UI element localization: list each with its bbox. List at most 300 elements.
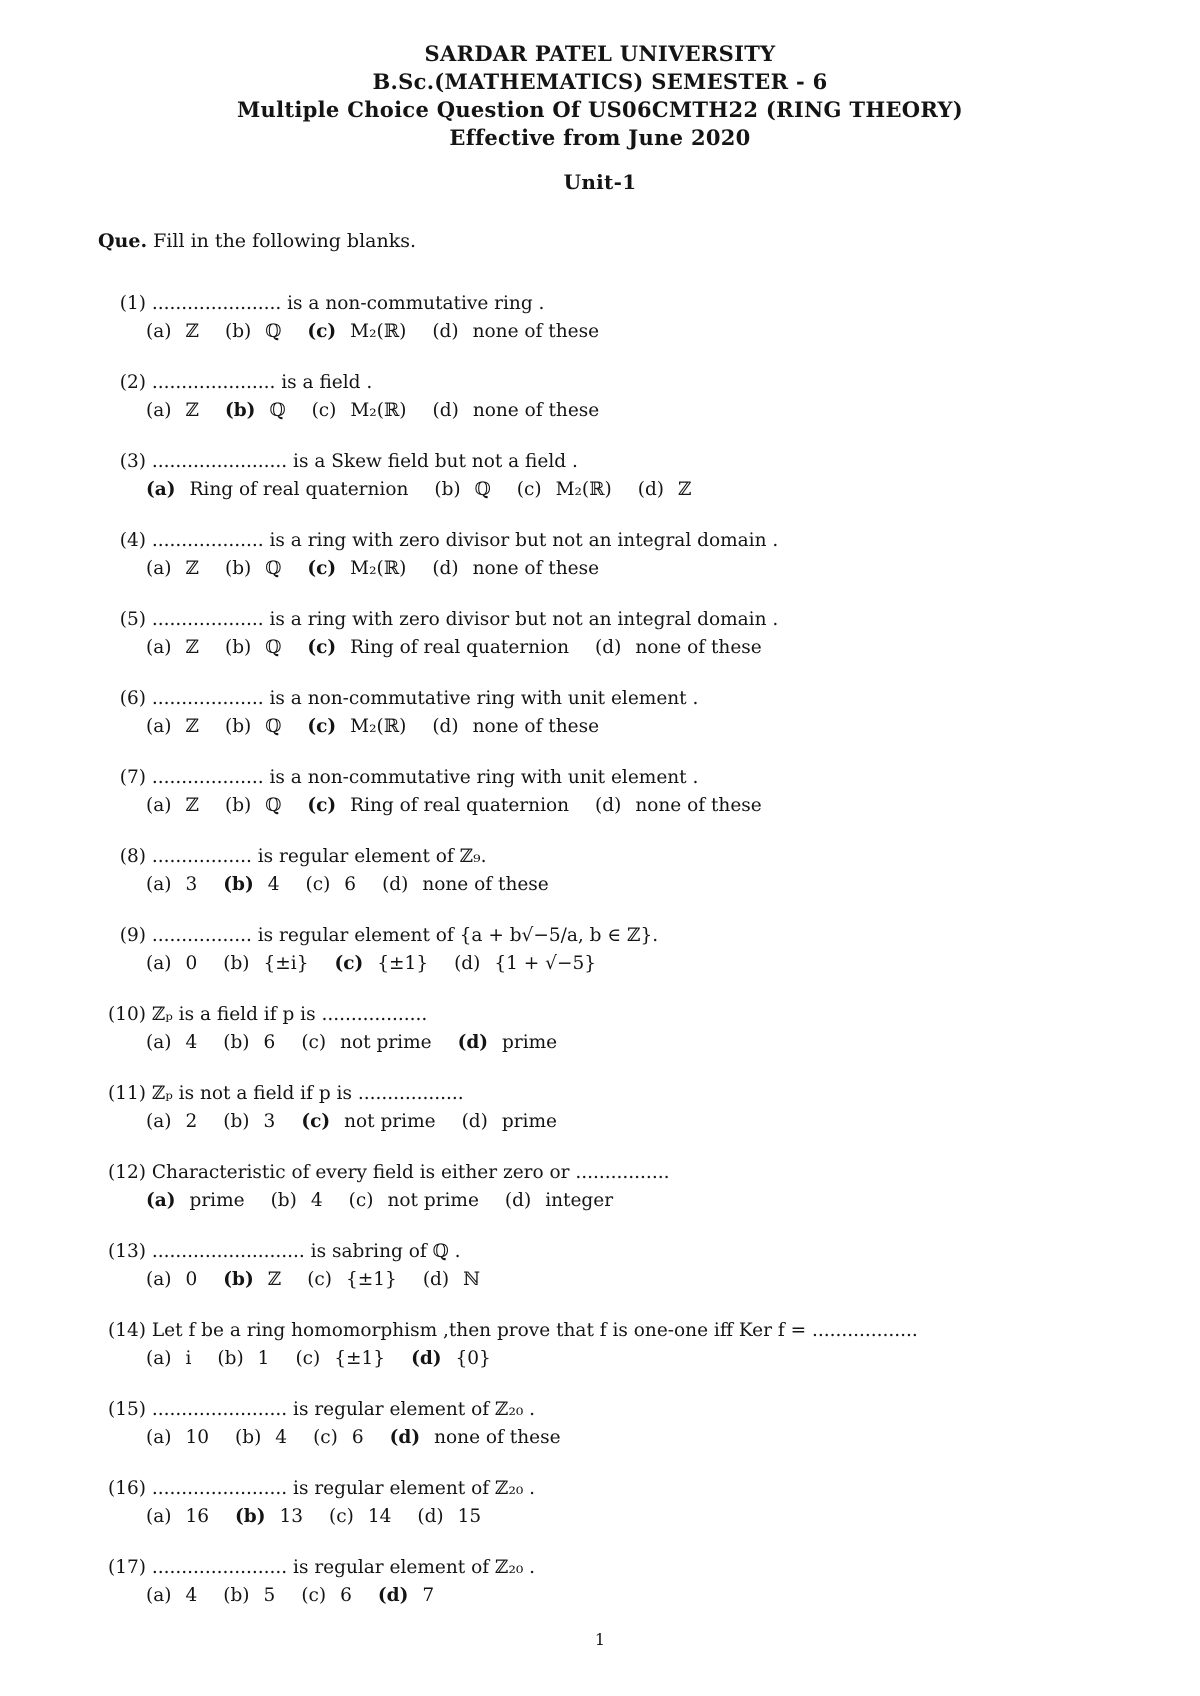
question-number: (13): [108, 1241, 146, 1262]
option-value: M₂(ℝ): [350, 558, 407, 579]
option-value: 1: [257, 1348, 270, 1369]
option-value: M₂(ℝ): [350, 400, 407, 421]
option-value: 3: [263, 1111, 276, 1132]
option-value: none of these: [635, 795, 762, 816]
question-line: [98, 1554, 1138, 1582]
option-value: 6: [351, 1427, 364, 1448]
option: [335, 950, 429, 978]
option: [225, 634, 281, 662]
option-label: (d): [389, 1427, 421, 1448]
option-value: none of these: [472, 321, 600, 342]
option-label: (b): [224, 321, 252, 342]
option-label: (c): [295, 1348, 321, 1369]
question-stem: Characteristic of every field is either zero or ................: [151, 1162, 670, 1183]
option-label: (b): [223, 1269, 254, 1290]
question-number: (12): [108, 1162, 146, 1183]
option-value: i: [185, 1348, 192, 1369]
option: [301, 1582, 352, 1610]
option-label: (c): [301, 1111, 331, 1132]
instruction: [98, 230, 416, 252]
option-value: ℕ: [463, 1269, 481, 1290]
option: [301, 1029, 431, 1057]
question-stem: ................. is regular element of ℤ₉.: [151, 846, 487, 867]
option: [423, 1266, 480, 1294]
option: [217, 1345, 269, 1373]
option-label: (a): [146, 558, 172, 579]
question-item: [98, 1080, 1138, 1159]
question-item: [98, 290, 1138, 369]
option: [434, 476, 490, 504]
option: [146, 476, 408, 504]
question-item: [98, 1554, 1138, 1633]
option-label: (c): [301, 1585, 327, 1606]
option-value: {1 + √−5}: [494, 953, 597, 974]
option-label: (d): [432, 400, 459, 421]
question-line: [98, 1159, 1138, 1187]
options-row: [98, 318, 1138, 346]
option-label: (c): [307, 637, 337, 658]
option: [505, 1187, 613, 1215]
page-header: [0, 40, 1200, 196]
option: [146, 792, 199, 820]
option-label: (b): [434, 479, 461, 500]
question-item: [98, 1317, 1138, 1396]
option: [432, 713, 599, 741]
option-label: (c): [307, 558, 337, 579]
option-label: (d): [382, 874, 409, 895]
option: [146, 713, 199, 741]
question-item: [98, 1238, 1138, 1317]
option-value: none of these: [635, 637, 762, 658]
option-label: (a): [146, 874, 172, 895]
option: [223, 950, 308, 978]
question-item: [98, 1001, 1138, 1080]
option: [223, 871, 279, 899]
question-number: (11): [108, 1083, 146, 1104]
option: [146, 555, 199, 583]
option: [595, 634, 762, 662]
option-label: (c): [307, 321, 337, 342]
options-row: [98, 1582, 1138, 1610]
option-value: ℤ: [185, 400, 199, 421]
question-number: (10): [108, 1004, 146, 1025]
option-label: (d): [411, 1348, 442, 1369]
option-value: ℚ: [269, 400, 286, 421]
option: [146, 1582, 197, 1610]
option-value: 6: [340, 1585, 352, 1606]
option: [146, 1503, 209, 1531]
option: [225, 792, 281, 820]
question-stem: ................... is a non-commutative ring with unit element .: [151, 688, 699, 709]
question-item: [98, 922, 1138, 1001]
option-value: 7: [422, 1585, 435, 1606]
option-value: M₂(ℝ): [555, 479, 612, 500]
question-list: [98, 290, 1138, 1633]
options-row: [98, 1503, 1138, 1531]
option-label: (c): [305, 874, 331, 895]
option-value: none of these: [422, 874, 549, 895]
question-number: (16): [108, 1478, 146, 1499]
question-number: (4): [119, 530, 146, 551]
question-item: [98, 369, 1138, 448]
option: [146, 1108, 197, 1136]
option-value: ℤ: [185, 321, 199, 342]
option: [454, 950, 596, 978]
question-line: [98, 922, 1138, 950]
option-label: (b): [224, 795, 252, 816]
option-value: prime: [501, 1111, 557, 1132]
option-label: (c): [313, 1427, 338, 1448]
option-value: 13: [279, 1506, 304, 1527]
option-label: (b): [223, 1032, 250, 1053]
question-number: (9): [119, 925, 146, 946]
option: [146, 1266, 197, 1294]
option-value: 10: [185, 1427, 210, 1448]
option: [462, 1108, 557, 1136]
option: [295, 1345, 385, 1373]
question-line: [98, 1001, 1138, 1029]
option-value: 6: [344, 874, 357, 895]
option: [307, 1266, 397, 1294]
options-row: [98, 476, 1138, 504]
option-label: (d): [417, 1506, 444, 1527]
option: [307, 792, 569, 820]
option-label: (a): [146, 1190, 176, 1211]
option-label: (a): [146, 321, 172, 342]
option: [146, 871, 197, 899]
option: [225, 555, 281, 583]
option: [223, 1582, 275, 1610]
option: [225, 397, 286, 425]
option: [301, 1108, 435, 1136]
option-value: {±1}: [334, 1348, 386, 1369]
option-label: (b): [223, 1111, 250, 1132]
question-stem: ................. is regular element of {a + b√−5/a, b ∈ ℤ}.: [151, 925, 659, 946]
option-value: 4: [275, 1427, 288, 1448]
option: [146, 1424, 209, 1452]
option-label: (a): [146, 1348, 172, 1369]
option-label: (a): [146, 400, 172, 421]
option-label: (d): [461, 1111, 488, 1132]
option-value: ℤ: [185, 637, 199, 658]
option: [307, 555, 406, 583]
question-item: [98, 685, 1138, 764]
question-stem: .......................... is sabring of ℚ .: [151, 1241, 461, 1262]
question-number: (3): [119, 451, 146, 472]
options-row: [98, 555, 1138, 583]
option: [146, 1187, 245, 1215]
question-stem: ℤₚ is not a field if p is ..................: [151, 1083, 464, 1104]
paper-title: Multiple Choice Question Of US06CMTH22 (RING THEORY): [237, 97, 963, 122]
option-value: ℚ: [265, 637, 282, 658]
option-value: prime: [189, 1190, 245, 1211]
option-value: Ring of real quaternion: [350, 637, 570, 658]
option-value: 5: [263, 1585, 276, 1606]
option: [146, 1345, 191, 1373]
options-row: [98, 792, 1138, 820]
option-label: (a): [146, 1585, 172, 1606]
options-row: [98, 1029, 1138, 1057]
program-title: B.Sc.(MATHEMATICS) SEMESTER - 6: [372, 69, 828, 94]
option-label: (c): [311, 400, 337, 421]
option-label: (c): [348, 1190, 374, 1211]
option-value: {±1}: [377, 953, 429, 974]
option-label: (c): [329, 1506, 354, 1527]
option: [307, 634, 569, 662]
option-label: (d): [457, 1032, 489, 1053]
option-label: (b): [223, 1585, 250, 1606]
option-label: (a): [146, 1269, 172, 1290]
question-item: [98, 527, 1138, 606]
option-value: 4: [185, 1585, 198, 1606]
option-value: ℚ: [265, 716, 282, 737]
option-value: 4: [310, 1190, 323, 1211]
option-value: 14: [367, 1506, 392, 1527]
option-label: (b): [270, 1190, 297, 1211]
option-label: (a): [146, 1506, 172, 1527]
option-label: (a): [146, 1032, 172, 1053]
question-line: [98, 1317, 1138, 1345]
question-stem: ....................... is regular element of ℤ₂₀ .: [151, 1399, 536, 1420]
option: [235, 1503, 303, 1531]
option-value: {0}: [455, 1348, 491, 1369]
instruction-label: Que.: [98, 230, 148, 252]
option: [432, 555, 599, 583]
option: [146, 950, 197, 978]
options-row: [98, 634, 1138, 662]
options-row: [98, 1424, 1138, 1452]
option: [313, 1424, 364, 1452]
question-number: (14): [108, 1320, 146, 1341]
option-label: (d): [454, 953, 481, 974]
option: [312, 397, 407, 425]
option: [458, 1029, 558, 1057]
question-number: (8): [119, 846, 146, 867]
option-label: (a): [146, 1427, 172, 1448]
option-value: 2: [185, 1111, 198, 1132]
question-number: (17): [108, 1557, 146, 1578]
option-value: {±1}: [346, 1269, 397, 1290]
question-number: (15): [108, 1399, 146, 1420]
question-line: [98, 1475, 1138, 1503]
option: [225, 713, 281, 741]
option-label: (d): [432, 321, 459, 342]
question-number: (6): [119, 688, 146, 709]
option-value: ℤ: [678, 479, 692, 500]
question-line: [98, 764, 1138, 792]
question-line: [98, 1080, 1138, 1108]
question-number: (5): [119, 609, 146, 630]
option-value: ℚ: [474, 479, 491, 500]
option-value: 0: [185, 1269, 198, 1290]
option: [432, 318, 599, 346]
option-label: (b): [223, 953, 250, 974]
option-value: not prime: [340, 1032, 432, 1053]
option-label: (d): [432, 716, 459, 737]
question-item: [98, 1159, 1138, 1238]
option: [517, 476, 612, 504]
option-value: 3: [185, 874, 198, 895]
option: [225, 318, 281, 346]
option-label: (d): [637, 479, 665, 500]
page-number: 1: [594, 1630, 606, 1649]
option-label: (b): [223, 874, 254, 895]
option-value: 16: [185, 1506, 210, 1527]
option-value: not prime: [387, 1190, 479, 1211]
option-label: (d): [377, 1585, 409, 1606]
question-stem: Let f be a ring homomorphism ,then prove that f is one-one iff Ker f = ..................: [151, 1320, 918, 1341]
question-line: [98, 685, 1138, 713]
option-value: Ring of real quaternion: [350, 795, 570, 816]
option-label: (b): [217, 1348, 244, 1369]
option-label: (b): [224, 400, 256, 421]
option-label: (a): [146, 953, 172, 974]
option: [382, 871, 549, 899]
question-item: [98, 764, 1138, 843]
option-value: integer: [545, 1190, 614, 1211]
question-stem: ................... is a non-commutative ring with unit element .: [151, 767, 699, 788]
question-line: [98, 1396, 1138, 1424]
option-label: (b): [224, 558, 252, 579]
options-row: [98, 871, 1138, 899]
question-line: [98, 843, 1138, 871]
question-stem: ................... is a ring with zero divisor but not an integral domain .: [151, 530, 779, 551]
question-line: [98, 290, 1138, 318]
option-label: (d): [422, 1269, 450, 1290]
options-row: [98, 1266, 1138, 1294]
option-value: none of these: [472, 716, 600, 737]
option-value: ℤ: [267, 1269, 282, 1290]
question-line: [98, 369, 1138, 397]
option-label: (a): [146, 716, 172, 737]
option-value: ℚ: [265, 558, 282, 579]
option: [349, 1187, 479, 1215]
option-value: none of these: [472, 400, 600, 421]
option: [411, 1345, 491, 1373]
option-label: (b): [224, 637, 252, 658]
option-label: (a): [146, 795, 172, 816]
option: [638, 476, 692, 504]
options-row: [98, 397, 1138, 425]
options-row: [98, 950, 1138, 978]
option: [146, 318, 199, 346]
question-line: [98, 527, 1138, 555]
instruction-text: Fill in the following blanks.: [153, 230, 417, 252]
option-label: (a): [146, 1111, 172, 1132]
question-item: [98, 1396, 1138, 1475]
option-value: ℚ: [265, 321, 282, 342]
option-value: 6: [263, 1032, 276, 1053]
effective-date: Effective from June 2020: [449, 125, 751, 150]
option: [223, 1029, 275, 1057]
option-label: (c): [307, 1269, 333, 1290]
option: [378, 1582, 434, 1610]
question-stem: ..................... is a field .: [151, 372, 373, 393]
option-label: (d): [504, 1190, 532, 1211]
option-value: not prime: [344, 1111, 436, 1132]
option-label: (a): [146, 479, 176, 500]
question-item: [98, 448, 1138, 527]
option: [307, 318, 406, 346]
option-label: (d): [595, 637, 622, 658]
question-line: [98, 606, 1138, 634]
question-stem: ....................... is regular element of ℤ₂₀ .: [151, 1557, 536, 1578]
option-label: (a): [146, 637, 172, 658]
university-name: SARDAR PATEL UNIVERSITY: [424, 41, 776, 66]
option: [146, 1029, 197, 1057]
option: [223, 1266, 281, 1294]
option-value: ℚ: [265, 795, 282, 816]
option-value: ℤ: [185, 795, 199, 816]
question-number: (2): [119, 372, 146, 393]
options-row: [98, 1345, 1138, 1373]
option-value: none of these: [434, 1427, 561, 1448]
question-number: (1): [119, 293, 146, 314]
option-label: (d): [595, 795, 622, 816]
option: [146, 634, 199, 662]
option: [305, 871, 356, 899]
question-item: [98, 843, 1138, 922]
option-value: ℤ: [185, 558, 199, 579]
option-label: (d): [432, 558, 459, 579]
option-value: Ring of real quaternion: [189, 479, 409, 500]
option-value: none of these: [472, 558, 600, 579]
option: [307, 713, 406, 741]
option-label: (c): [307, 716, 337, 737]
option-label: (c): [301, 1032, 327, 1053]
question-stem: ...................... is a non-commutative ring .: [151, 293, 545, 314]
option-value: M₂(ℝ): [350, 321, 407, 342]
option-value: 15: [457, 1506, 482, 1527]
question-number: (7): [119, 767, 146, 788]
option-value: prime: [502, 1032, 558, 1053]
question-item: [98, 1475, 1138, 1554]
option-value: ℤ: [185, 716, 199, 737]
option: [329, 1503, 391, 1531]
question-item: [98, 606, 1138, 685]
option-value: 0: [185, 953, 198, 974]
option: [390, 1424, 561, 1452]
options-row: [98, 1108, 1138, 1136]
option: [595, 792, 762, 820]
option-label: (c): [334, 953, 364, 974]
question-line: [98, 1238, 1138, 1266]
question-stem: ................... is a ring with zero divisor but not an integral domain .: [151, 609, 779, 630]
option-value: {±i}: [263, 953, 309, 974]
option: [146, 397, 199, 425]
option-label: (c): [307, 795, 337, 816]
question-stem: ℤₚ is a field if p is ..................: [151, 1004, 428, 1025]
option: [417, 1503, 481, 1531]
option: [235, 1424, 287, 1452]
option: [223, 1108, 275, 1136]
question-line: [98, 448, 1138, 476]
option-value: 4: [267, 874, 280, 895]
option-label: (b): [235, 1506, 266, 1527]
option: [433, 397, 600, 425]
question-stem: ....................... is regular element of ℤ₂₀ .: [151, 1478, 536, 1499]
options-row: [98, 1187, 1138, 1215]
option-label: (b): [224, 716, 252, 737]
option-label: (c): [516, 479, 542, 500]
options-row: [98, 713, 1138, 741]
unit-heading: Unit-1: [563, 170, 637, 194]
option-value: 4: [185, 1032, 198, 1053]
question-stem: ....................... is a Skew field but not a field .: [151, 451, 578, 472]
option-label: (b): [235, 1427, 262, 1448]
option-value: M₂(ℝ): [350, 716, 407, 737]
option: [271, 1187, 323, 1215]
